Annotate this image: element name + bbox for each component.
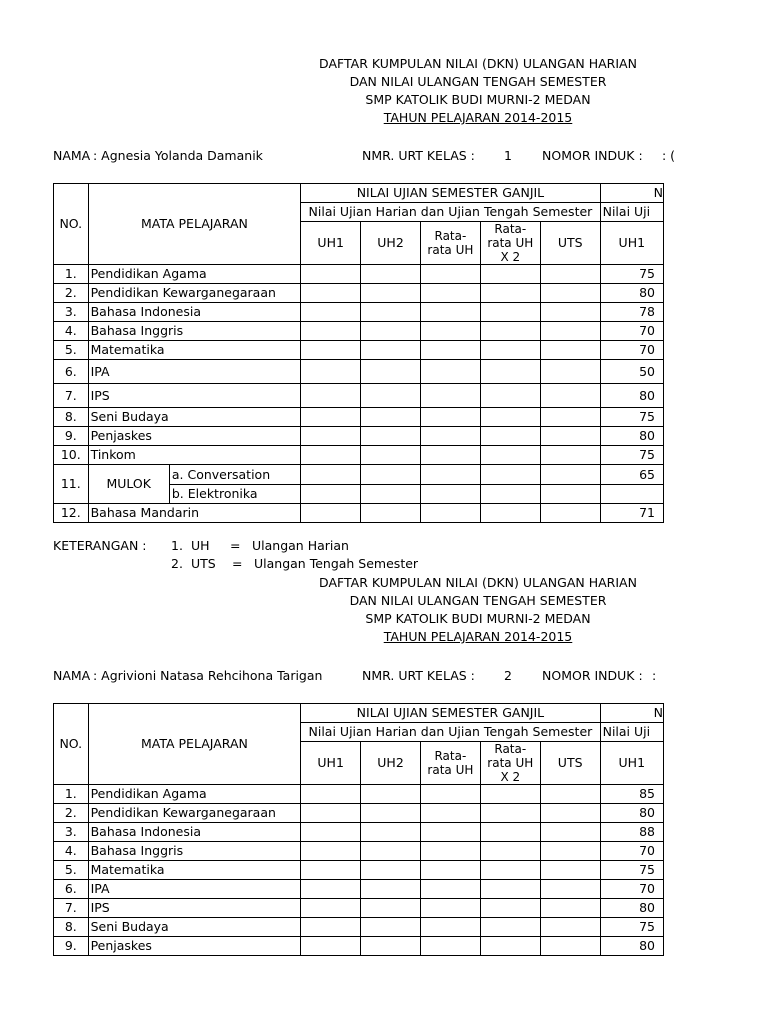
header-line-1: DAFTAR KUMPULAN NILAI (DKN) ULANGAN HARIAN [319,56,637,71]
subject-name: Pendidikan Agama [88,785,301,804]
uh1-value: 75 [600,918,663,937]
rata-uh-header: Rata-rata UH [420,742,480,785]
keterangan-label: KETERANGAN : [53,538,147,553]
empty-cell [301,303,361,322]
row-number: 2. [54,804,89,823]
table-row [54,446,664,465]
ket-2-desc: Ulangan Tengah Semester [254,556,419,571]
table-row [54,408,664,427]
empty-cell [301,284,361,303]
row-number: 9. [54,427,89,446]
table-1-body [54,184,664,523]
empty-cell [540,842,600,861]
uh2-header: UH2 [361,222,421,265]
subject-name: Penjaskes [88,427,301,446]
header-line-2: DAN NILAI ULANGAN TENGAH SEMESTER [349,74,607,89]
empty-cell [540,265,600,284]
empty-cell [540,360,600,384]
table-row [54,265,664,284]
subject-name: Pendidikan Kewarganegaraan [88,284,301,303]
harian-uts-header: Nilai Ujian Harian dan Ujian Tengah Semester [301,723,600,742]
row-number: 8. [54,408,89,427]
empty-cell [420,465,480,485]
empty-cell [361,937,421,956]
empty-cell [301,899,361,918]
empty-cell [420,937,480,956]
empty-cell [420,804,480,823]
empty-cell [301,823,361,842]
empty-cell [301,446,361,465]
uh1-value: 80 [600,427,663,446]
row-number: 1. [54,265,89,284]
empty-cell [420,446,480,465]
empty-cell [361,880,421,899]
empty-cell [361,504,421,523]
nama-label: NAMA [53,668,91,683]
empty-cell [301,265,361,284]
next-sub-header: Nilai Uji [600,203,663,222]
empty-cell [540,804,600,823]
empty-cell [480,842,540,861]
header-line-3: SMP KATOLIK BUDI MURNI-2 MEDAN [365,92,591,107]
empty-cell [540,937,600,956]
empty-cell [480,880,540,899]
empty-cell [420,360,480,384]
row-number: 12. [54,504,89,523]
table-row [54,360,664,384]
empty-cell [480,322,540,341]
empty-cell [420,504,480,523]
ket-1-num: 1. [171,538,183,553]
harian-uts-header: Nilai Ujian Harian dan Ujian Tengah Semester [301,203,600,222]
ket-2-eq: = [232,556,243,571]
uh1-value: 75 [600,265,663,284]
subject-header: MATA PELAJARAN [88,184,301,265]
nomor-induk-value: : [652,668,657,683]
empty-cell [540,408,600,427]
empty-cell [301,384,361,408]
nama-label: NAMA [53,148,91,163]
header-line-4: TAHUN PELAJARAN 2014-2015 [383,110,573,125]
uts-header: UTS [540,742,600,785]
empty-cell [480,823,540,842]
empty-cell [420,284,480,303]
uts-header: UTS [540,222,600,265]
empty-cell [361,446,421,465]
table-header-row [54,184,664,203]
subject-sub-name: b. Elektronika [169,485,300,504]
empty-cell [361,303,421,322]
grade-table-1 [53,183,664,523]
empty-cell [361,284,421,303]
nmr-urt-label: NMR. URT KELAS : [362,148,475,163]
row-number: 1. [54,785,89,804]
uh1-value: 80 [600,384,663,408]
subject-header: MATA PELAJARAN [88,704,301,785]
empty-cell [480,360,540,384]
empty-cell [540,861,600,880]
empty-cell [301,408,361,427]
subject-name: Matematika [88,861,301,880]
row-number: 7. [54,899,89,918]
empty-cell [480,303,540,322]
table-row [54,465,664,485]
uh1-value: 85 [600,785,663,804]
subject-name: Bahasa Indonesia [88,303,301,322]
subject-name: Pendidikan Kewarganegaraan [88,804,301,823]
row-number: 11. [54,465,89,504]
nama-value: : Agrivioni Natasa Rehcihona Tarigan [93,668,323,683]
empty-cell [361,842,421,861]
empty-cell [361,341,421,360]
empty-cell [420,918,480,937]
table-row [54,842,664,861]
empty-cell [301,341,361,360]
subject-name: Bahasa Mandarin [88,504,301,523]
uh1-header: UH1 [301,742,361,785]
row-number: 5. [54,861,89,880]
subject-name: Tinkom [88,446,301,465]
empty-cell [540,823,600,842]
empty-cell [420,785,480,804]
table-row [54,322,664,341]
empty-cell [361,918,421,937]
uh1-value: 88 [600,823,663,842]
ket-1-desc: Ulangan Harian [252,538,349,553]
nmr-urt-value: 1 [504,148,512,163]
row-number: 8. [54,918,89,937]
nama-value: : Agnesia Yolanda Damanik [93,148,263,163]
empty-cell [540,384,600,408]
row-number: 6. [54,360,89,384]
empty-cell [540,322,600,341]
empty-cell [480,446,540,465]
uh1-value: 70 [600,842,663,861]
nomor-induk-label: NOMOR INDUK : [542,148,643,163]
empty-cell [480,485,540,504]
empty-cell [420,265,480,284]
document-header-2 [268,574,688,646]
empty-cell [480,861,540,880]
row-number: 4. [54,842,89,861]
nmr-urt-value: 2 [504,668,512,683]
empty-cell [361,322,421,341]
subject-name: Penjaskes [88,937,301,956]
uh1-value: 75 [600,446,663,465]
header-line-2: DAN NILAI ULANGAN TENGAH SEMESTER [349,593,607,608]
empty-cell [480,427,540,446]
nmr-urt-label: NMR. URT KELAS : [362,668,475,683]
row-number: 7. [54,384,89,408]
empty-cell [361,265,421,284]
empty-cell [540,785,600,804]
uh1-value: 80 [600,899,663,918]
empty-cell [361,823,421,842]
empty-cell [420,880,480,899]
empty-cell [420,303,480,322]
semester-ganjil-header: NILAI UJIAN SEMESTER GANJIL [301,184,600,203]
subject-name: Bahasa Inggris [88,842,301,861]
subject-name: MULOK [88,465,169,504]
table-row [54,899,664,918]
empty-cell [301,918,361,937]
subject-name: IPA [88,880,301,899]
header-line-4: TAHUN PELAJARAN 2014-2015 [383,629,573,644]
keterangan [53,537,653,573]
document-header-1 [268,55,688,127]
no-header: NO. [54,704,89,785]
table-row [54,880,664,899]
row-number: 10. [54,446,89,465]
empty-cell [301,427,361,446]
empty-cell [480,265,540,284]
uh1-value: 70 [600,341,663,360]
table-row [54,303,664,322]
empty-cell [420,861,480,880]
ket-1-eq: = [230,538,241,553]
row-number: 9. [54,937,89,956]
subject-name: Pendidikan Agama [88,265,301,284]
empty-cell [301,861,361,880]
header-line-3: SMP KATOLIK BUDI MURNI-2 MEDAN [365,611,591,626]
row-number: 3. [54,303,89,322]
subject-name: Matematika [88,341,301,360]
empty-cell [420,899,480,918]
empty-cell [420,842,480,861]
uh1-value: 75 [600,861,663,880]
empty-cell [361,804,421,823]
table-row [54,937,664,956]
subject-name: IPS [88,899,301,918]
table-row [54,504,664,523]
nomor-induk-label: NOMOR INDUK : [542,668,643,683]
table-row [54,861,664,880]
table-row [54,341,664,360]
subject-name: IPA [88,360,301,384]
empty-cell [420,341,480,360]
next-group-header: N [600,184,663,203]
ket-2-abbr: UTS [191,556,216,571]
row-number: 5. [54,341,89,360]
table-row [54,284,664,303]
table-row [54,823,664,842]
empty-cell [480,899,540,918]
empty-cell [540,303,600,322]
uh1-header: UH1 [301,222,361,265]
empty-cell [480,384,540,408]
empty-cell [361,360,421,384]
empty-cell [361,427,421,446]
rata-uh-header: Rata-rata UH [420,222,480,265]
uh2-header: UH2 [361,742,421,785]
student-info-2 [53,667,693,685]
empty-cell [540,284,600,303]
empty-cell [540,446,600,465]
empty-cell [540,899,600,918]
row-number: 6. [54,880,89,899]
row-number: 3. [54,823,89,842]
empty-cell [480,937,540,956]
next-uh1-header: UH1 [600,222,663,265]
uh1-value: 50 [600,360,663,384]
table-row [54,918,664,937]
empty-cell [420,427,480,446]
empty-cell [420,485,480,504]
ket-2-num: 2. [171,556,183,571]
empty-cell [480,504,540,523]
empty-cell [540,504,600,523]
empty-cell [480,918,540,937]
table-row [54,427,664,446]
grade-table-2 [53,703,664,956]
row-number: 4. [54,322,89,341]
next-uh1-header: UH1 [600,742,663,785]
empty-cell [361,384,421,408]
uh1-value: 80 [600,804,663,823]
empty-cell [420,384,480,408]
table-2-body [54,704,664,956]
empty-cell [301,937,361,956]
empty-cell [361,485,421,504]
uh1-value: 70 [600,880,663,899]
empty-cell [301,880,361,899]
empty-cell [301,465,361,485]
subject-name: IPS [88,384,301,408]
subject-name: Seni Budaya [88,918,301,937]
empty-cell [301,804,361,823]
rata-uh-x2-header: Rata-rata UH X 2 [480,222,540,265]
semester-ganjil-header: NILAI UJIAN SEMESTER GANJIL [301,704,600,723]
empty-cell [540,465,600,485]
table-row [54,785,664,804]
next-group-header: N [600,704,663,723]
uh1-value: 70 [600,322,663,341]
row-number: 2. [54,284,89,303]
empty-cell [361,465,421,485]
subject-name: Bahasa Indonesia [88,823,301,842]
empty-cell [480,804,540,823]
subject-sub-name: a. Conversation [169,465,300,485]
empty-cell [420,823,480,842]
no-header: NO. [54,184,89,265]
uh1-value: 65 [600,465,663,485]
empty-cell [480,408,540,427]
student-info-1 [53,147,693,165]
empty-cell [361,785,421,804]
empty-cell [540,427,600,446]
table-row [54,384,664,408]
uh1-value: 80 [600,937,663,956]
uh1-value: 78 [600,303,663,322]
empty-cell [301,485,361,504]
subject-name: Bahasa Inggris [88,322,301,341]
empty-cell [480,341,540,360]
ket-1-abbr: UH [191,538,210,553]
rata-uh-x2-header: Rata-rata UH X 2 [480,742,540,785]
empty-cell [540,341,600,360]
uh1-value: 71 [600,504,663,523]
empty-cell [600,485,663,504]
empty-cell [480,284,540,303]
header-line-1: DAFTAR KUMPULAN NILAI (DKN) ULANGAN HARIAN [319,575,637,590]
empty-cell [540,880,600,899]
empty-cell [361,861,421,880]
empty-cell [361,899,421,918]
empty-cell [420,408,480,427]
empty-cell [420,322,480,341]
empty-cell [301,785,361,804]
table-row [54,804,664,823]
table-header-row [54,704,664,723]
nomor-induk-value: : ( [662,148,676,163]
subject-name: Seni Budaya [88,408,301,427]
empty-cell [361,408,421,427]
empty-cell [301,360,361,384]
next-sub-header: Nilai Uji [600,723,663,742]
empty-cell [540,918,600,937]
empty-cell [301,322,361,341]
empty-cell [301,504,361,523]
empty-cell [301,842,361,861]
empty-cell [480,785,540,804]
empty-cell [540,485,600,504]
uh1-value: 80 [600,284,663,303]
uh1-value: 75 [600,408,663,427]
empty-cell [480,465,540,485]
